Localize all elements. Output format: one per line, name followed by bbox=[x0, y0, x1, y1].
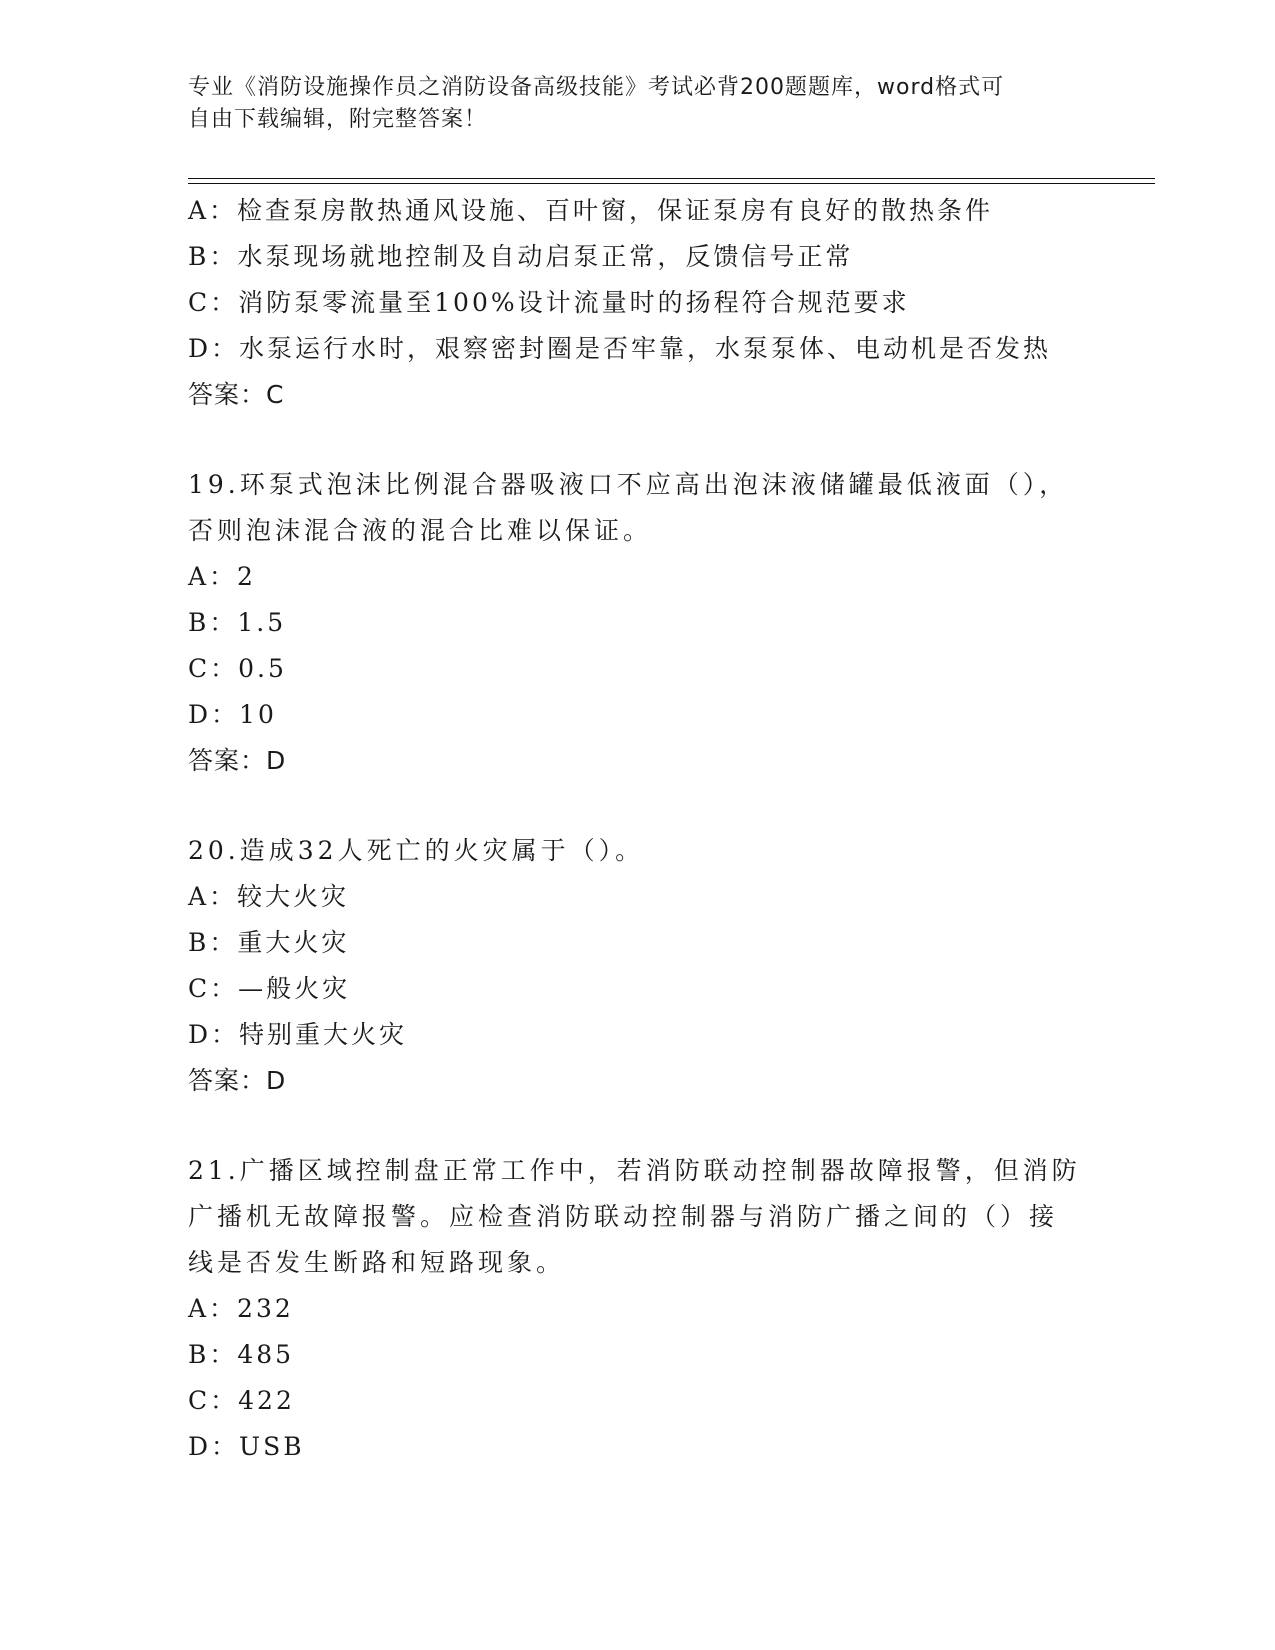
stem-line-2: 否则泡沫混合液的混合比难以保证。 bbox=[188, 516, 653, 545]
answer-line: 答案：D bbox=[188, 1066, 287, 1095]
stem-line-1: 19.环泵式泡沫比例混合器吸液口不应高出泡沫液储罐最低液面（）， bbox=[188, 470, 1069, 499]
stem-line-2: 广播机无故障报警。应检查消防联动控制器与消防广播之间的（）接 bbox=[188, 1202, 1059, 1231]
question-18 bbox=[188, 188, 1088, 418]
header-divider-top bbox=[188, 178, 1155, 179]
question-stem bbox=[188, 462, 1088, 554]
question-21 bbox=[188, 1148, 1088, 1470]
spacer bbox=[188, 1104, 1088, 1148]
option-a: A：检查泵房散热通风设施、百叶窗，保证泵房有良好的散热条件 bbox=[188, 196, 994, 225]
question-19 bbox=[188, 462, 1088, 784]
option-d: D：特别重大火灾 bbox=[188, 1020, 408, 1049]
header-divider-bottom bbox=[188, 183, 1155, 184]
option-b: B：485 bbox=[188, 1340, 295, 1369]
stem-line-1: 20.造成32人死亡的火灾属于（）。 bbox=[188, 836, 645, 865]
option-d: D：USB bbox=[188, 1432, 305, 1461]
question-stem bbox=[188, 828, 1088, 874]
stem-line-3: 线是否发生断路和短路现象。 bbox=[188, 1248, 566, 1277]
option-c: C：422 bbox=[188, 1386, 295, 1415]
option-a: A：232 bbox=[188, 1294, 294, 1323]
option-a: A：较大火灾 bbox=[188, 882, 350, 911]
option-b: B：水泵现场就地控制及自动启泵正常，反馈信号正常 bbox=[188, 242, 854, 271]
option-d: D：10 bbox=[188, 700, 277, 729]
question-list bbox=[188, 188, 1088, 1470]
question-20 bbox=[188, 828, 1088, 1104]
header-title-line-1: 专业《消防设施操作员之消防设备高级技能》考试必背200题题库，word格式可 bbox=[188, 75, 1005, 100]
option-b: B：重大火灾 bbox=[188, 928, 350, 957]
answer-line: 答案：C bbox=[188, 380, 285, 409]
option-c: C：消防泵零流量至100%设计流量时的扬程符合规范要求 bbox=[188, 288, 910, 317]
spacer bbox=[188, 418, 1088, 462]
header-title-line-2: 自由下载编辑，附完整答案！ bbox=[188, 107, 488, 132]
document-header bbox=[188, 72, 1088, 136]
option-c: C：0.5 bbox=[188, 654, 287, 683]
spacer bbox=[188, 784, 1088, 828]
question-stem bbox=[188, 1148, 1088, 1286]
option-b: B：1.5 bbox=[188, 608, 287, 637]
option-a: A：2 bbox=[188, 562, 256, 591]
answer-line: 答案：D bbox=[188, 746, 287, 775]
option-d: D：水泵运行水时，艰察密封圈是否牢靠，水泵泵体、电动机是否发热 bbox=[188, 334, 1052, 363]
option-c: C：—般火灾 bbox=[188, 974, 351, 1003]
stem-line-1: 21.广播区域控制盘正常工作中，若消防联动控制器故障报警，但消防 bbox=[188, 1156, 1081, 1185]
